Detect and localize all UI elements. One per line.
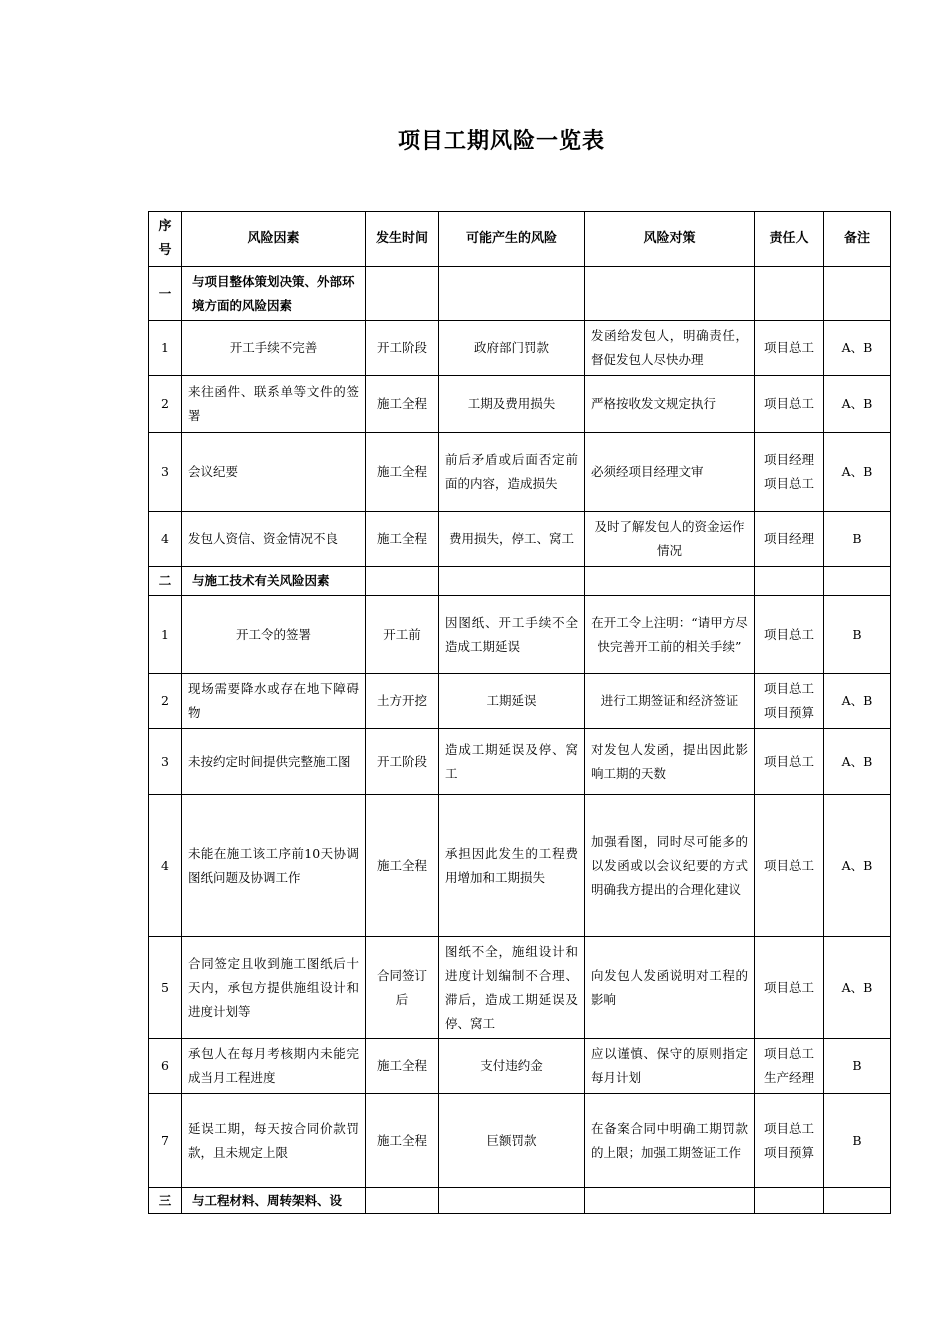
row-measure: 发函给发包人，明确责任，督促发包人尽快办理 (585, 321, 755, 376)
row-factor: 开工令的签署 (182, 596, 366, 674)
row-owner: 项目经理 项目总工 (755, 433, 824, 512)
row-time: 开工阶段 (366, 321, 439, 376)
row-note: B (824, 596, 891, 674)
row-measure: 严格按收发文规定执行 (585, 376, 755, 433)
row-seq: 3 (149, 729, 182, 795)
row-risk: 工期延误 (439, 674, 585, 729)
table-row (149, 512, 891, 567)
row-measure: 必须经项目经理文审 (585, 433, 755, 512)
row-factor: 延误工期，每天按合同价款罚款，且未规定上限 (182, 1094, 366, 1188)
row-owner: 项目总工 (755, 937, 824, 1039)
row-risk: 因图纸、开工手续不全造成工期延误 (439, 596, 585, 674)
row-factor: 未按约定时间提供完整施工图 (182, 729, 366, 795)
row-risk: 政府部门罚款 (439, 321, 585, 376)
row-owner: 项目总工 (755, 321, 824, 376)
row-note: B (824, 1039, 891, 1094)
row-measure: 加强看图，同时尽可能多的以发函或以会议纪要的方式明确我方提出的合理化建议 (585, 795, 755, 937)
row-risk: 造成工期延误及停、窝工 (439, 729, 585, 795)
row-measure: 向发包人发函说明对工程的影响 (585, 937, 755, 1039)
row-seq: 2 (149, 376, 182, 433)
header-note: 备注 (824, 212, 891, 267)
header-seq: 序号 (149, 212, 182, 267)
row-time: 施工全程 (366, 512, 439, 567)
table-row (149, 1039, 891, 1094)
row-measure: 应以谨慎、保守的原则指定每月计划 (585, 1039, 755, 1094)
row-measure: 对发包人发函，提出因此影响工期的天数 (585, 729, 755, 795)
row-owner: 项目总工 (755, 729, 824, 795)
header-measure: 风险对策 (585, 212, 755, 267)
row-time: 施工全程 (366, 433, 439, 512)
table-row (149, 596, 891, 674)
row-owner: 项目总工 生产经理 (755, 1039, 824, 1094)
table-row (149, 1094, 891, 1188)
row-note: B (824, 1094, 891, 1188)
row-note: A、B (824, 674, 891, 729)
row-owner: 项目总工 (755, 596, 824, 674)
row-seq: 6 (149, 1039, 182, 1094)
row-owner: 项目总工 (755, 376, 824, 433)
section-seq: 三 (149, 1188, 182, 1214)
header-risk: 可能产生的风险 (439, 212, 585, 267)
table-row (149, 795, 891, 937)
row-note: A、B (824, 729, 891, 795)
section-row (149, 567, 891, 596)
row-factor: 会议纪要 (182, 433, 366, 512)
row-factor: 承包人在每月考核期内未能完成当月工程进度 (182, 1039, 366, 1094)
row-note: A、B (824, 376, 891, 433)
row-time: 施工全程 (366, 1039, 439, 1094)
row-time: 开工阶段 (366, 729, 439, 795)
table-row (149, 729, 891, 795)
section-name: 与工程材料、周转架料、设 (182, 1188, 366, 1214)
row-measure: 及时了解发包人的资金运作情况 (585, 512, 755, 567)
table-row (149, 376, 891, 433)
section-row (149, 267, 891, 321)
row-measure: 在备案合同中明确工期罚款的上限；加强工期签证工作 (585, 1094, 755, 1188)
header-time: 发生时间 (366, 212, 439, 267)
row-seq: 1 (149, 596, 182, 674)
section-name: 与项目整体策划决策、外部环境方面的风险因素 (182, 267, 366, 321)
row-time: 土方开挖 (366, 674, 439, 729)
row-time: 合同签订后 (366, 937, 439, 1039)
row-risk: 费用损失，停工、窝工 (439, 512, 585, 567)
row-note: B (824, 512, 891, 567)
row-risk: 支付违约金 (439, 1039, 585, 1094)
row-seq: 3 (149, 433, 182, 512)
row-risk: 前后矛盾或后面否定前面的内容，造成损失 (439, 433, 585, 512)
row-seq: 5 (149, 937, 182, 1039)
row-measure: 进行工期签证和经济签证 (585, 674, 755, 729)
row-seq: 1 (149, 321, 182, 376)
row-factor: 合同签定且收到施工图纸后十天内，承包方提供施组设计和进度计划等 (182, 937, 366, 1039)
row-factor: 未能在施工该工序前10天协调图纸问题及协调工作 (182, 795, 366, 937)
row-owner: 项目总工 (755, 795, 824, 937)
row-risk: 图纸不全，施组设计和进度计划编制不合理、滞后，造成工期延误及停、窝工 (439, 937, 585, 1039)
section-name: 与施工技术有关风险因素 (182, 567, 366, 596)
row-risk: 巨额罚款 (439, 1094, 585, 1188)
risk-table (148, 211, 891, 1214)
row-seq: 2 (149, 674, 182, 729)
section-seq: 二 (149, 567, 182, 596)
row-time: 施工全程 (366, 1094, 439, 1188)
row-note: A、B (824, 433, 891, 512)
row-note: A、B (824, 321, 891, 376)
row-seq: 7 (149, 1094, 182, 1188)
table-row (149, 433, 891, 512)
row-owner: 项目经理 (755, 512, 824, 567)
header-owner: 责任人 (755, 212, 824, 267)
row-factor: 来往函件、联系单等文件的签署 (182, 376, 366, 433)
row-owner: 项目总工 项目预算 (755, 1094, 824, 1188)
page-title: 项目工期风险一览表 (397, 129, 605, 154)
row-note: A、B (824, 937, 891, 1039)
row-measure: 在开工令上注明：“请甲方尽快完善开工前的相关手续” (585, 596, 755, 674)
table-row (149, 937, 891, 1039)
row-factor: 现场需要降水或存在地下障碍物 (182, 674, 366, 729)
row-time: 施工全程 (366, 376, 439, 433)
table-row (149, 321, 891, 376)
section-seq: 一 (149, 267, 182, 321)
header-factor: 风险因素 (182, 212, 366, 267)
row-seq: 4 (149, 512, 182, 567)
table-row (149, 674, 891, 729)
table-header-row (149, 212, 891, 267)
section-row (149, 1188, 891, 1214)
row-owner: 项目总工 项目预算 (755, 674, 824, 729)
row-factor: 发包人资信、资金情况不良 (182, 512, 366, 567)
row-seq: 4 (149, 795, 182, 937)
row-time: 开工前 (366, 596, 439, 674)
row-factor: 开工手续不完善 (182, 321, 366, 376)
row-time: 施工全程 (366, 795, 439, 937)
row-risk: 承担因此发生的工程费用增加和工期损失 (439, 795, 585, 937)
row-risk: 工期及费用损失 (439, 376, 585, 433)
row-note: A、B (824, 795, 891, 937)
